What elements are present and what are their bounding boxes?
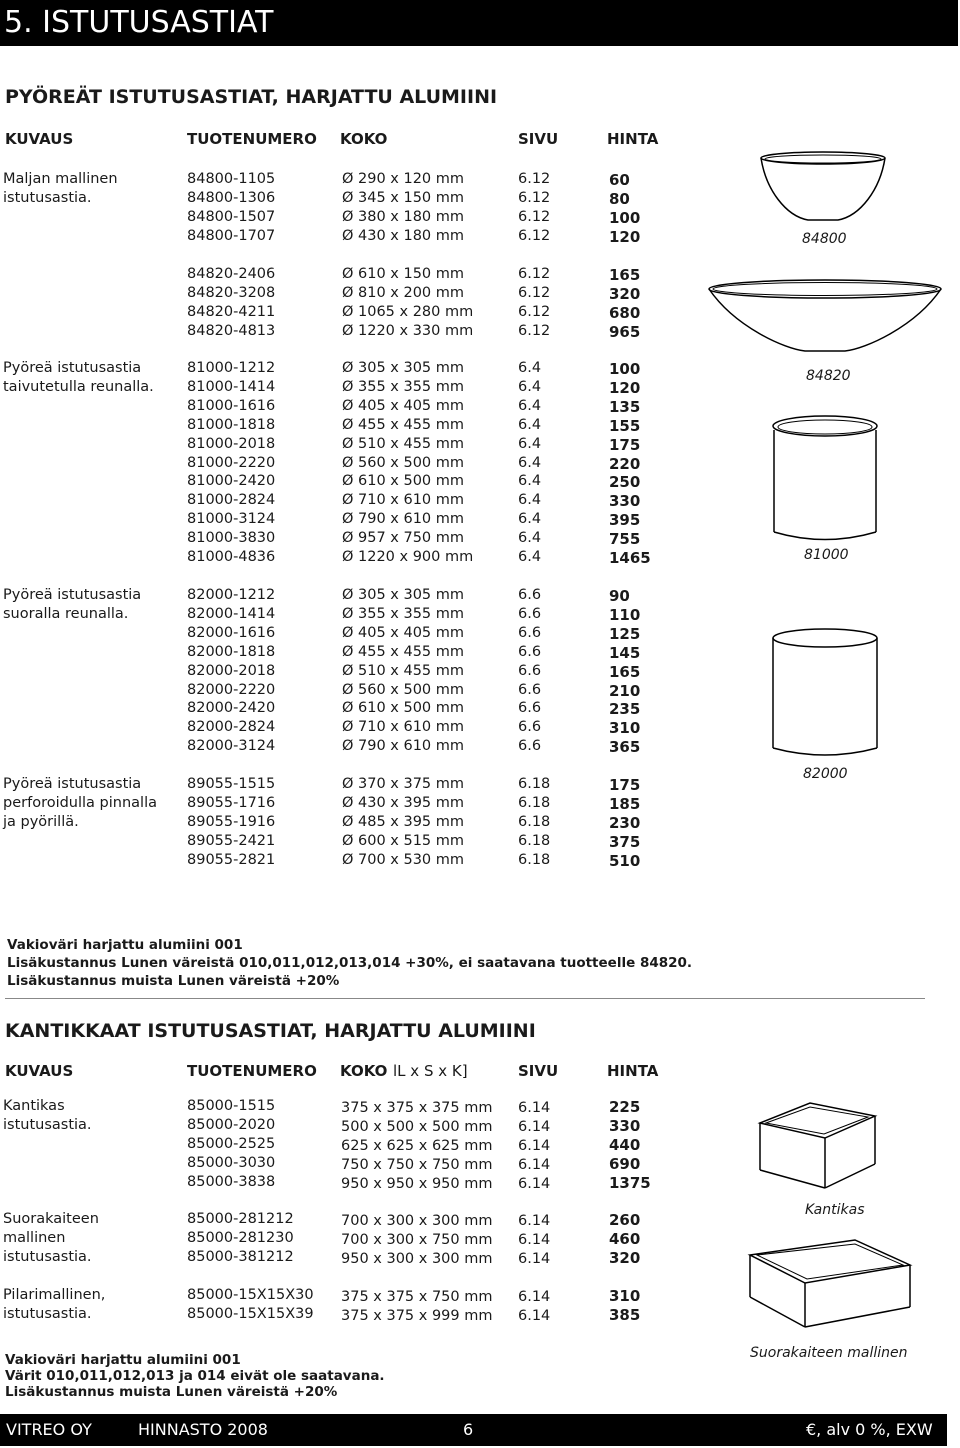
product-price: 100 xyxy=(609,360,641,378)
diameter-icon: Ø xyxy=(342,794,354,811)
product-page: 6.6 xyxy=(518,700,542,717)
planter-suorakaide-image xyxy=(745,1235,915,1335)
product-code: 81000-1818 xyxy=(187,416,276,433)
product-code: 82000-2018 xyxy=(187,662,276,679)
product-size: 375 x 375 x 375 mm xyxy=(341,1100,493,1116)
product-size: 305 x 305 mm xyxy=(358,587,465,603)
product-size: 600 x 515 mm xyxy=(358,832,465,849)
diameter-icon: Ø xyxy=(342,719,354,736)
product-page: 6.6 xyxy=(518,624,542,641)
footer-currency-note: €, alv 0 %, EXW xyxy=(806,1420,933,1439)
planter-kantikas-image xyxy=(750,1098,880,1193)
diameter-icon: Ø xyxy=(342,284,354,301)
caption-kantikas: Kantikas xyxy=(805,1202,865,1218)
product-size: 810 x 200 mm xyxy=(358,284,465,301)
product-size: 560 x 500 mm xyxy=(358,681,465,698)
product-size: 700 x 300 x 300 mm xyxy=(341,1213,493,1229)
page-title: 5. ISTUTUSASTIAT xyxy=(0,0,958,46)
product-price: 365 xyxy=(609,738,641,757)
product-page: 6.6 xyxy=(518,719,542,736)
square-note-1: Vakioväri harjattu alumiini 001 xyxy=(5,1352,241,1368)
description-line: taivutetulla reunalla. xyxy=(3,379,154,395)
diameter-icon: Ø xyxy=(342,360,354,376)
product-price: 155 xyxy=(609,416,641,435)
product-price: 440 xyxy=(609,1136,641,1154)
description-line: perforoidulla pinnalla xyxy=(3,795,157,811)
product-size: 405 x 405 mm xyxy=(358,624,465,641)
product-size: 430 x 180 mm xyxy=(358,227,465,244)
product-page: 6.12 xyxy=(518,266,551,282)
product-price: 385 xyxy=(609,1306,641,1324)
product-size: 610 x 150 mm xyxy=(358,266,465,282)
product-size: 710 x 610 mm xyxy=(358,719,465,736)
product-code: 81000-2018 xyxy=(187,435,276,452)
product-page: 6.18 xyxy=(518,813,551,830)
product-size: 510 x 455 mm xyxy=(358,662,465,679)
diameter-icon: Ø xyxy=(342,776,354,792)
product-price: 175 xyxy=(609,435,641,454)
product-page: 6.4 xyxy=(518,549,542,565)
product-code: 82000-2220 xyxy=(187,681,276,698)
product-code: 82000-1818 xyxy=(187,643,276,660)
description-line: istutusastia. xyxy=(3,1306,92,1322)
product-price: 185 xyxy=(609,794,641,813)
sq-header-koko: KOKO xyxy=(340,1062,388,1080)
product-size: 430 x 395 mm xyxy=(358,794,465,811)
description-line: Pyöreä istutusastia xyxy=(3,360,142,376)
product-code: 85000-1515 xyxy=(187,1098,276,1114)
diameter-icon: Ø xyxy=(342,851,354,868)
header-kuvaus: KUVAUS xyxy=(5,130,74,148)
product-page: 6.4 xyxy=(518,435,542,452)
product-price: 125 xyxy=(609,624,641,643)
product-page: 6.4 xyxy=(518,397,542,414)
product-price: 460 xyxy=(609,1230,641,1248)
product-page: 6.14 xyxy=(518,1251,551,1267)
description-line: Kantikas xyxy=(3,1098,65,1114)
product-code: 85000-15X15X30 xyxy=(187,1287,314,1303)
bowl-84800-image xyxy=(758,150,888,225)
product-code: 84800-1507 xyxy=(187,208,276,225)
caption-82000: 82000 xyxy=(803,766,848,782)
sq-header-kuvaus: KUVAUS xyxy=(5,1062,74,1080)
product-code: 89055-1515 xyxy=(187,776,276,792)
product-page: 6.14 xyxy=(518,1232,551,1248)
product-page: 6.4 xyxy=(518,511,542,528)
header-tuotenumero: TUOTENUMERO xyxy=(187,130,317,148)
footer-page-number: 6 xyxy=(463,1420,474,1439)
description-line: Suorakaiteen xyxy=(3,1211,99,1227)
product-size: 790 x 610 mm xyxy=(358,511,465,528)
diameter-icon: Ø xyxy=(342,605,354,622)
product-price: 80 xyxy=(609,189,630,208)
product-page: 6.12 xyxy=(518,284,551,301)
product-code: 81000-1414 xyxy=(187,378,276,395)
product-size: 610 x 500 mm xyxy=(358,700,465,717)
product-size: 710 x 610 mm xyxy=(358,492,465,509)
diameter-icon: Ø xyxy=(342,549,354,565)
product-code: 84800-1105 xyxy=(187,171,276,187)
section-divider xyxy=(5,998,925,999)
pot-81000-image xyxy=(770,412,880,542)
product-size: 510 x 455 mm xyxy=(358,435,465,452)
square-note-3: Lisäkustannus muista Lunen väreistä +20% xyxy=(5,1384,338,1400)
product-code: 84800-1306 xyxy=(187,189,276,206)
diameter-icon: Ø xyxy=(342,700,354,717)
product-price: 330 xyxy=(609,1117,641,1135)
product-size: 380 x 180 mm xyxy=(358,208,465,225)
product-page: 6.4 xyxy=(518,492,542,509)
product-page: 6.18 xyxy=(518,832,551,849)
caption-84800: 84800 xyxy=(802,231,847,247)
product-price: 120 xyxy=(609,227,641,246)
product-price: 1465 xyxy=(609,549,651,567)
sq-header-sivu: SIVU xyxy=(518,1062,559,1080)
product-code: 82000-3124 xyxy=(187,738,276,755)
product-page: 6.6 xyxy=(518,681,542,698)
diameter-icon: Ø xyxy=(342,303,354,320)
product-page: 6.14 xyxy=(518,1119,551,1135)
product-code: 85000-2525 xyxy=(187,1136,276,1152)
diameter-icon: Ø xyxy=(342,624,354,641)
product-size: 375 x 375 x 750 mm xyxy=(341,1289,493,1305)
product-price: 510 xyxy=(609,851,641,870)
product-code: 89055-2821 xyxy=(187,851,276,868)
sq-header-tuotenumero: TUOTENUMERO xyxy=(187,1062,317,1080)
product-code: 85000-281212 xyxy=(187,1211,294,1227)
product-price: 235 xyxy=(609,700,641,719)
product-code: 85000-3030 xyxy=(187,1155,276,1171)
product-size: 1220 x 900 mm xyxy=(358,549,474,565)
product-price: 165 xyxy=(609,662,641,681)
product-code: 85000-3838 xyxy=(187,1174,276,1190)
product-page: 6.6 xyxy=(518,605,542,622)
product-size: 750 x 750 x 750 mm xyxy=(341,1157,493,1173)
product-page: 6.4 xyxy=(518,360,542,376)
product-size: 610 x 500 mm xyxy=(358,473,465,490)
product-price: 320 xyxy=(609,284,641,303)
product-page: 6.4 xyxy=(518,530,542,547)
product-code: 89055-1716 xyxy=(187,794,276,811)
product-price: 110 xyxy=(609,605,641,624)
product-page: 6.14 xyxy=(518,1157,551,1173)
product-price: 320 xyxy=(609,1249,641,1267)
product-size: 455 x 455 mm xyxy=(358,416,465,433)
header-koko: KOKO xyxy=(340,130,388,148)
product-page: 6.18 xyxy=(518,851,551,868)
round-note-2: Lisäkustannus Lunen väreistä 010,011,012,013,014 +30%, ei saatavana tuotteelle 84820. xyxy=(7,955,693,971)
product-code: 84820-2406 xyxy=(187,266,276,282)
product-page: 6.12 xyxy=(518,171,551,187)
product-price: 165 xyxy=(609,266,641,284)
caption-suorakaiteen: Suorakaiteen mallinen xyxy=(750,1345,908,1361)
product-code: 84800-1707 xyxy=(187,227,276,244)
product-size: 355 x 355 mm xyxy=(358,605,465,622)
product-price: 1375 xyxy=(609,1174,651,1192)
description-line: suoralla reunalla. xyxy=(3,606,129,622)
footer-catalog: HINNASTO 2008 xyxy=(138,1420,268,1439)
product-page: 6.12 xyxy=(518,322,551,339)
product-code: 84820-4813 xyxy=(187,322,276,339)
product-page: 6.12 xyxy=(518,303,551,320)
footer-company: VITREO OY xyxy=(6,1420,92,1439)
diameter-icon: Ø xyxy=(342,189,354,206)
description-line: ja pyörillä. xyxy=(3,814,79,830)
product-page: 6.14 xyxy=(518,1289,551,1305)
product-code: 81000-2420 xyxy=(187,473,276,490)
product-price: 230 xyxy=(609,813,641,832)
product-page: 6.12 xyxy=(518,208,551,225)
round-section-title: PYÖREÄT ISTUTUSASTIAT, HARJATTU ALUMIINI xyxy=(5,86,498,108)
product-page: 6.6 xyxy=(518,587,542,603)
product-code: 85000-281230 xyxy=(187,1230,294,1246)
product-price: 220 xyxy=(609,454,641,473)
product-price: 330 xyxy=(609,492,641,511)
diameter-icon: Ø xyxy=(342,511,354,528)
caption-84820: 84820 xyxy=(806,368,851,384)
bowl-84820-image xyxy=(705,277,945,357)
diameter-icon: Ø xyxy=(342,322,354,339)
product-size: 625 x 625 x 625 mm xyxy=(341,1138,493,1154)
diameter-icon: Ø xyxy=(342,530,354,547)
diameter-icon: Ø xyxy=(342,662,354,679)
product-code: 84820-3208 xyxy=(187,284,276,301)
diameter-icon: Ø xyxy=(342,813,354,830)
description-line: Pyöreä istutusastia xyxy=(3,587,142,603)
product-size: 305 x 305 mm xyxy=(358,360,465,376)
product-size: 1220 x 330 mm xyxy=(358,322,474,339)
product-price: 310 xyxy=(609,1287,641,1305)
product-size: 455 x 455 mm xyxy=(358,643,465,660)
product-page: 6.18 xyxy=(518,776,551,792)
round-note-1: Vakioväri harjattu alumiini 001 xyxy=(7,937,243,953)
pot-82000-image xyxy=(770,626,880,758)
diameter-icon: Ø xyxy=(342,227,354,244)
diameter-icon: Ø xyxy=(342,266,354,282)
product-price: 210 xyxy=(609,681,641,700)
product-code: 89055-2421 xyxy=(187,832,276,849)
diameter-icon: Ø xyxy=(342,832,354,849)
product-size: 1065 x 280 mm xyxy=(358,303,474,320)
header-sivu: SIVU xyxy=(518,130,559,148)
product-page: 6.6 xyxy=(518,662,542,679)
product-page: 6.6 xyxy=(518,738,542,755)
diameter-icon: Ø xyxy=(342,397,354,414)
product-price: 100 xyxy=(609,208,641,227)
product-code: 81000-1616 xyxy=(187,397,276,414)
product-size: 375 x 375 x 999 mm xyxy=(341,1308,493,1324)
product-size: 355 x 355 mm xyxy=(358,378,465,395)
product-price: 690 xyxy=(609,1155,641,1173)
footer-bar xyxy=(0,1414,947,1446)
product-price: 60 xyxy=(609,171,630,189)
product-page: 6.14 xyxy=(518,1213,551,1229)
product-size: 700 x 300 x 750 mm xyxy=(341,1232,493,1248)
product-page: 6.18 xyxy=(518,794,551,811)
caption-81000: 81000 xyxy=(804,547,849,563)
product-code: 85000-15X15X39 xyxy=(187,1306,314,1322)
product-size: 950 x 950 x 950 mm xyxy=(341,1176,493,1192)
product-size: 700 x 530 mm xyxy=(358,851,465,868)
sq-header-dimensions: lL x S x K] xyxy=(393,1062,468,1080)
diameter-icon: Ø xyxy=(342,587,354,603)
product-price: 90 xyxy=(609,587,630,605)
product-code: 82000-2824 xyxy=(187,719,276,736)
product-price: 680 xyxy=(609,303,641,322)
product-size: 790 x 610 mm xyxy=(358,738,465,755)
product-code: 82000-1414 xyxy=(187,605,276,622)
product-price: 175 xyxy=(609,776,641,794)
product-code: 81000-2220 xyxy=(187,454,276,471)
diameter-icon: Ø xyxy=(342,473,354,490)
diameter-icon: Ø xyxy=(342,492,354,509)
product-size: 405 x 405 mm xyxy=(358,397,465,414)
product-page: 6.4 xyxy=(518,416,542,433)
product-page: 6.4 xyxy=(518,454,542,471)
description-line: istutusastia. xyxy=(3,190,92,206)
product-price: 120 xyxy=(609,378,641,397)
square-section-title: KANTIKKAAT ISTUTUSASTIAT, HARJATTU ALUMIINI xyxy=(5,1020,536,1042)
sq-header-hinta: HINTA xyxy=(607,1062,659,1080)
round-note-3: Lisäkustannus muista Lunen väreistä +20% xyxy=(7,973,340,989)
diameter-icon: Ø xyxy=(342,416,354,433)
description-line: istutusastia. xyxy=(3,1117,92,1133)
product-page: 6.12 xyxy=(518,227,551,244)
square-note-2: Värit 010,011,012,013 ja 014 eivät ole saatavana. xyxy=(5,1368,385,1384)
product-price: 260 xyxy=(609,1211,641,1229)
product-code: 81000-3830 xyxy=(187,530,276,547)
product-code: 81000-4836 xyxy=(187,549,276,565)
diameter-icon: Ø xyxy=(342,454,354,471)
product-code: 85000-2020 xyxy=(187,1117,276,1133)
product-price: 145 xyxy=(609,643,641,662)
product-page: 6.14 xyxy=(518,1100,551,1116)
product-size: 500 x 500 x 500 mm xyxy=(341,1119,493,1135)
diameter-icon: Ø xyxy=(342,435,354,452)
diameter-icon: Ø xyxy=(342,643,354,660)
diameter-icon: Ø xyxy=(342,681,354,698)
product-size: 345 x 150 mm xyxy=(358,189,465,206)
description-line: Pyöreä istutusastia xyxy=(3,776,142,792)
product-code: 82000-2420 xyxy=(187,700,276,717)
description-line: mallinen xyxy=(3,1230,66,1246)
description-line: Maljan mallinen xyxy=(3,171,118,187)
product-page: 6.6 xyxy=(518,643,542,660)
product-size: 485 x 395 mm xyxy=(358,813,465,830)
product-price: 225 xyxy=(609,1098,641,1116)
product-code: 89055-1916 xyxy=(187,813,276,830)
product-code: 84820-4211 xyxy=(187,303,276,320)
product-price: 250 xyxy=(609,473,641,492)
product-code: 85000-381212 xyxy=(187,1249,294,1265)
description-line: Pilarimallinen, xyxy=(3,1287,106,1303)
product-price: 310 xyxy=(609,719,641,738)
product-page: 6.14 xyxy=(518,1176,551,1192)
product-size: 290 x 120 mm xyxy=(358,171,465,187)
product-price: 375 xyxy=(609,832,641,851)
product-price: 965 xyxy=(609,322,641,341)
product-code: 81000-1212 xyxy=(187,360,276,376)
product-page: 6.4 xyxy=(518,378,542,395)
product-page: 6.12 xyxy=(518,189,551,206)
product-size: 370 x 375 mm xyxy=(358,776,465,792)
product-code: 82000-1616 xyxy=(187,624,276,641)
product-price: 395 xyxy=(609,511,641,530)
product-size: 560 x 500 mm xyxy=(358,454,465,471)
diameter-icon: Ø xyxy=(342,378,354,395)
product-price: 755 xyxy=(609,530,641,549)
product-code: 81000-3124 xyxy=(187,511,276,528)
product-page: 6.4 xyxy=(518,473,542,490)
diameter-icon: Ø xyxy=(342,171,354,187)
product-code: 82000-1212 xyxy=(187,587,276,603)
diameter-icon: Ø xyxy=(342,208,354,225)
product-page: 6.14 xyxy=(518,1138,551,1154)
description-line: istutusastia. xyxy=(3,1249,92,1265)
product-size: 950 x 300 x 300 mm xyxy=(341,1251,493,1267)
diameter-icon: Ø xyxy=(342,738,354,755)
product-price: 135 xyxy=(609,397,641,416)
header-hinta: HINTA xyxy=(607,130,659,148)
product-size: 957 x 750 mm xyxy=(358,530,465,547)
product-page: 6.14 xyxy=(518,1308,551,1324)
product-code: 81000-2824 xyxy=(187,492,276,509)
